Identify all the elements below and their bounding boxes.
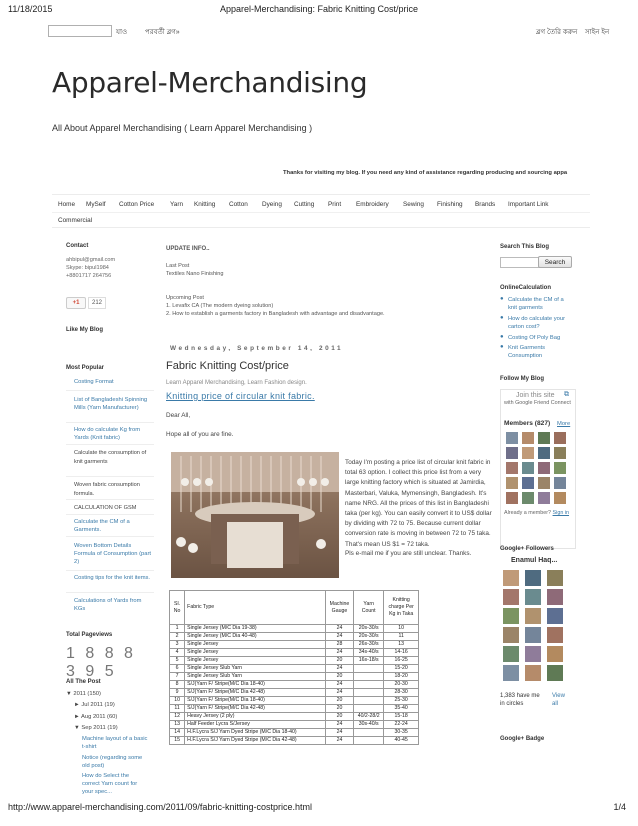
popular-item[interactable]: Costing Format bbox=[74, 379, 114, 385]
member-avatar[interactable] bbox=[506, 462, 518, 474]
popular-title: Most Popular bbox=[66, 365, 105, 371]
table-cell: 16-25 bbox=[384, 657, 419, 665]
archive-month-aug[interactable]: ► Aug 2011 (60) bbox=[74, 714, 118, 720]
table-header: Knitting charge Per Kg in Taka bbox=[384, 591, 419, 625]
post-paragraph: Today I'm posting a price list of circular knit fabric in total 63 option. I collect this price list from a very large knitting factory which is situated at Jamirdia, Masterbari, Valuka, Mymensingh, Bangladesh. It's name NRG. All the prices of this list in Bangladeshi taka (per kg). You can easily convert it to US$ dollar by dividing with 72 to 75. Because current dollar conversion rate is moving in between 72 to 75 taka. That's mean US $1 = 72 taka. bbox=[345, 459, 492, 548]
print-header bbox=[0, 0, 638, 22]
member-avatar[interactable] bbox=[538, 432, 550, 444]
gplus-follower-avatar[interactable] bbox=[525, 665, 541, 681]
bullet-icon: ● bbox=[500, 296, 504, 302]
table-cell: 20 bbox=[325, 697, 353, 705]
popular-item[interactable]: Calculations of Yards from KGs bbox=[74, 598, 142, 613]
post-greeting: Dear All, bbox=[166, 412, 191, 419]
popular-item[interactable]: Calculate the CM of a Garments. bbox=[74, 519, 130, 534]
table-cell: 24 bbox=[325, 729, 353, 737]
table-cell: 40-45 bbox=[384, 737, 419, 745]
member-sign-in-link[interactable]: Sign in bbox=[552, 510, 570, 516]
print-footer bbox=[0, 800, 638, 820]
circles-count: 1,383 have me in circles bbox=[500, 693, 540, 707]
search-button[interactable]: Search bbox=[538, 256, 572, 268]
table-cell bbox=[354, 689, 384, 697]
table-cell: 34s-40/s bbox=[354, 649, 384, 657]
member-avatar[interactable] bbox=[522, 432, 534, 444]
gplus-follower-avatar[interactable] bbox=[525, 608, 541, 624]
online-calc-title: OnlineCalculation bbox=[500, 285, 552, 291]
archive-post[interactable]: How do Select the correct Yarn count for your spec... bbox=[82, 773, 138, 796]
price-table bbox=[169, 590, 419, 745]
member-avatar[interactable] bbox=[506, 492, 518, 504]
table-cell: Heavy Jersey (2 ply) bbox=[185, 713, 326, 721]
online-calc-item[interactable]: Knit Garments Consumption bbox=[508, 345, 546, 360]
gplus-follower-avatar[interactable] bbox=[503, 589, 519, 605]
blog-title[interactable]: Apparel-Merchandising bbox=[52, 66, 368, 99]
table-cell: S/J(Yarn F/ Stripe(M/C Dia 42-48) bbox=[185, 705, 326, 713]
gplus-follower-avatar[interactable] bbox=[547, 570, 563, 586]
popular-item[interactable]: CALCULATION OF GSM bbox=[74, 505, 137, 511]
post-greeting-line: Hope all of you are fine. bbox=[166, 431, 234, 438]
menu-item-sewing[interactable]: Sewing bbox=[403, 201, 424, 208]
navbar-search-input[interactable] bbox=[48, 25, 112, 37]
table-cell: H.F.Lycra S/J Yarn Dyed Stripe (M/C Dia 42-48) bbox=[185, 737, 326, 745]
table-cell: 20s-30/s bbox=[354, 625, 384, 633]
popular-divider bbox=[66, 536, 154, 537]
table-cell: 13 bbox=[384, 641, 419, 649]
member-avatar[interactable] bbox=[554, 477, 566, 489]
menu-item-dyeing[interactable]: Dyeing bbox=[262, 201, 282, 208]
already-member-text: Already a member? bbox=[504, 510, 552, 516]
gplus-icon: +1 bbox=[72, 300, 80, 306]
popular-divider bbox=[66, 499, 154, 500]
popular-item[interactable]: List of Bangladeshi Spinning Mills (Yarn Manufacturer) bbox=[74, 397, 148, 412]
table-cell: 24 bbox=[325, 689, 353, 697]
gplus-follower-avatar[interactable] bbox=[503, 570, 519, 586]
menu-item-brands[interactable]: Brands bbox=[475, 201, 496, 208]
gplus-follower-avatar[interactable] bbox=[503, 665, 519, 681]
table-cell: 6 bbox=[170, 665, 185, 673]
contact-phone: +8801717 264756 bbox=[66, 273, 112, 279]
marquee-notice: Thanks for visiting my blog. If you need any kind of assistance regarding producing and sourcing appa bbox=[283, 170, 568, 176]
gplus-follower-avatar[interactable] bbox=[503, 608, 519, 624]
table-header: Sl. No bbox=[170, 591, 185, 625]
table-cell: 7 bbox=[170, 673, 185, 681]
bullet-icon: ● bbox=[500, 315, 504, 321]
navbar-go-button[interactable]: যাও bbox=[116, 29, 128, 36]
blog-description: All About Apparel Merchandising ( Learn Apparel Merchandising ) bbox=[52, 123, 313, 133]
table-cell: 28 bbox=[325, 641, 353, 649]
popular-divider bbox=[66, 570, 154, 571]
gplus-follower-avatar[interactable] bbox=[525, 589, 541, 605]
table-cell: 20 bbox=[325, 673, 353, 681]
print-page-number: 1/4 bbox=[613, 802, 626, 812]
table-row bbox=[170, 625, 419, 633]
bullet-icon: ● bbox=[500, 334, 504, 340]
table-row bbox=[170, 657, 419, 665]
table-row bbox=[170, 665, 419, 673]
pageviews-title: Total Pageviews bbox=[66, 632, 113, 638]
gplus-follower-name[interactable]: Enamul Haq... bbox=[511, 557, 558, 564]
google-plus-count: 212 bbox=[88, 297, 106, 309]
members-count: Members (827) bbox=[504, 420, 551, 427]
table-cell: Single Jersey Slub Yarn bbox=[185, 673, 326, 681]
archive-month-jul[interactable]: ► Jul 2011 (19) bbox=[74, 702, 115, 708]
open-window-icon: ⧉ bbox=[564, 391, 569, 398]
gplus-badge-title: Google+ Badge bbox=[500, 736, 545, 742]
gplus-follower-avatar[interactable] bbox=[503, 646, 519, 662]
table-row bbox=[170, 641, 419, 649]
table-row bbox=[170, 673, 419, 681]
create-blog-link[interactable]: ব্লগ তৈরি করুন bbox=[536, 29, 578, 36]
gplus-follower-avatar[interactable] bbox=[547, 608, 563, 624]
table-cell: 8 bbox=[170, 681, 185, 689]
table-cell bbox=[354, 681, 384, 689]
table-row bbox=[170, 649, 419, 657]
table-cell bbox=[354, 697, 384, 705]
archive-post[interactable]: Notice (regarding some old post) bbox=[82, 755, 143, 770]
table-cell: S/J(Yarn F/ Stripe(M/C Dia 18-40) bbox=[185, 681, 326, 689]
knitting-machine-photo bbox=[171, 452, 339, 578]
table-cell: 1 bbox=[170, 625, 185, 633]
last-post-value: Textiles Nano Finishing bbox=[166, 271, 224, 277]
table-cell: 18-20 bbox=[384, 673, 419, 681]
gplus-follower-avatar[interactable] bbox=[547, 646, 563, 662]
member-avatar[interactable] bbox=[538, 492, 550, 504]
popular-divider bbox=[66, 390, 154, 391]
blogger-navbar bbox=[0, 22, 638, 40]
price-table-body bbox=[170, 625, 419, 745]
table-cell: 2 bbox=[170, 633, 185, 641]
follow-title: Follow My Blog bbox=[500, 376, 544, 382]
table-cell: Single Jersey bbox=[185, 641, 326, 649]
table-cell: 30s-40/s bbox=[354, 721, 384, 729]
table-row bbox=[170, 713, 419, 721]
table-cell bbox=[354, 665, 384, 673]
table-cell: 20 bbox=[325, 713, 353, 721]
member-avatar[interactable] bbox=[554, 432, 566, 444]
member-avatar[interactable] bbox=[554, 492, 566, 504]
table-row bbox=[170, 689, 419, 697]
table-cell: 16s-18/s bbox=[354, 657, 384, 665]
table-cell: Single Jersey Slub Yarn bbox=[185, 665, 326, 673]
menu-item-home[interactable]: Home bbox=[58, 201, 76, 208]
member-avatar[interactable] bbox=[538, 477, 550, 489]
gplus-follower-avatar[interactable] bbox=[547, 665, 563, 681]
gplus-follower-avatar[interactable] bbox=[525, 627, 541, 643]
member-avatar[interactable] bbox=[538, 447, 550, 459]
member-avatar[interactable] bbox=[554, 447, 566, 459]
table-cell: H.F.Lycra S/J Yarn Dyed Stripe (M/C Dia 18-40) bbox=[185, 729, 326, 737]
gplus-follower-avatar[interactable] bbox=[525, 570, 541, 586]
post-labels: Learn Apparel Merchandising, Learn Fashion design. bbox=[166, 380, 307, 386]
table-cell: S/J(Yarn F/ Stripe(M/C Dia 42-48) bbox=[185, 689, 326, 697]
popular-divider bbox=[66, 444, 154, 445]
menu-item-important-link[interactable]: Important Link bbox=[508, 201, 549, 208]
member-avatar[interactable] bbox=[522, 477, 534, 489]
online-calc-item[interactable]: Calculate the CM of a knit garments bbox=[508, 297, 564, 312]
upcoming-item: 2. How to establish a garments factory in Bangladesh with advantage and disadvantage. bbox=[166, 311, 385, 317]
table-cell: 40/2-28/2 bbox=[354, 713, 384, 721]
table-cell: 20s-30/s bbox=[354, 633, 384, 641]
table-row bbox=[170, 737, 419, 745]
gplus-followers-title: Google+ Followers bbox=[500, 546, 554, 552]
table-cell: 10 bbox=[170, 697, 185, 705]
post-subtitle-link[interactable]: Knitting price of circular knit fabric. bbox=[166, 391, 315, 401]
archive-title: All The Post bbox=[66, 679, 101, 685]
next-blog-link[interactable]: পরবর্তী ব্লগ» bbox=[145, 29, 180, 36]
table-cell: 20-30 bbox=[384, 681, 419, 689]
member-avatar[interactable] bbox=[506, 447, 518, 459]
upcoming-item: 1. Levafix CA (The modern dyeing solution) bbox=[166, 303, 274, 309]
table-cell: S/J(Yarn F/ Stripe(M/C Dia 18-40) bbox=[185, 697, 326, 705]
member-avatar[interactable] bbox=[506, 477, 518, 489]
contact-email: ahbipul@gmail.com bbox=[66, 257, 116, 263]
table-cell: 24 bbox=[325, 625, 353, 633]
join-site-sub: with Google Friend Connect bbox=[504, 400, 571, 406]
online-calc-item[interactable]: How do calculate your carton cost? bbox=[508, 316, 566, 331]
popular-item[interactable]: Woven Bottom Details Formula of Consumption (part 2) bbox=[74, 543, 152, 566]
table-cell: Single Jersey bbox=[185, 649, 326, 657]
table-cell: 20 bbox=[325, 657, 353, 665]
archive-month-sep[interactable]: ▼ Sep 2011 (19) bbox=[74, 725, 118, 731]
table-cell bbox=[354, 705, 384, 713]
table-cell: 5 bbox=[170, 657, 185, 665]
menu-item-yarn[interactable]: Yarn bbox=[170, 201, 184, 208]
table-header: Yarn Count bbox=[354, 591, 384, 625]
menu-item-knitting[interactable]: Knitting bbox=[194, 201, 216, 208]
table-row bbox=[170, 729, 419, 737]
menu-item-cutting[interactable]: Cutting bbox=[294, 201, 315, 208]
print-date: 11/18/2015 bbox=[8, 4, 53, 14]
main-menu bbox=[52, 194, 590, 228]
members-more-link[interactable]: More bbox=[557, 421, 571, 427]
popular-divider bbox=[66, 422, 154, 423]
table-cell bbox=[354, 737, 384, 745]
print-title: Apparel-Merchandising: Fabric Knitting Cost/price bbox=[219, 4, 419, 14]
search-title: Search This Blog bbox=[500, 244, 550, 250]
last-post-label: Last Post bbox=[166, 263, 190, 269]
table-cell: 11 bbox=[384, 633, 419, 641]
view-all-link[interactable]: View all bbox=[552, 693, 565, 707]
like-title: Like My Blog bbox=[66, 327, 104, 333]
google-plus-one-button[interactable] bbox=[66, 297, 86, 309]
table-cell: 15-18 bbox=[384, 713, 419, 721]
upcoming-label: Upcoming Post bbox=[166, 295, 204, 301]
menu-item-cotton[interactable]: Cotton bbox=[229, 201, 248, 208]
table-cell: 15 bbox=[170, 737, 185, 745]
gplus-follower-avatar[interactable] bbox=[503, 627, 519, 643]
menu-item-cotton-price[interactable]: Cotton Price bbox=[119, 201, 155, 208]
post-date-header: Wednesday, September 14, 2011 bbox=[170, 345, 344, 352]
print-url: http://www.apparel-merchandising.com/2011/09/fabric-knitting-costprice.html bbox=[8, 802, 312, 812]
table-row bbox=[170, 681, 419, 689]
pageviews-counter: 1 8 8 8 3 9 5 bbox=[66, 645, 136, 680]
table-cell: Single Jersey (M/C Dia 19-38) bbox=[185, 625, 326, 633]
table-cell: 15-20 bbox=[384, 665, 419, 673]
table-cell: 14-16 bbox=[384, 649, 419, 657]
table-header: Machine Gauge bbox=[325, 591, 353, 625]
member-avatar[interactable] bbox=[522, 492, 534, 504]
member-avatar[interactable] bbox=[522, 462, 534, 474]
table-cell bbox=[354, 673, 384, 681]
post-title[interactable]: Fabric Knitting Cost/price bbox=[166, 360, 289, 372]
table-row bbox=[170, 633, 419, 641]
table-cell: 24 bbox=[325, 737, 353, 745]
popular-divider bbox=[66, 476, 154, 477]
menu-item-embroidery[interactable]: Embroidery bbox=[356, 201, 389, 208]
bullet-icon: ● bbox=[500, 344, 504, 350]
table-cell: 25-30 bbox=[384, 697, 419, 705]
update-info-title: UPDATE INFO.. bbox=[166, 246, 210, 252]
table-cell: 24 bbox=[325, 721, 353, 729]
table-cell: 24 bbox=[325, 665, 353, 673]
archive-year-2011[interactable]: ▼ 2011 (150) bbox=[66, 691, 101, 697]
table-cell: 35-40 bbox=[384, 705, 419, 713]
table-cell: 12 bbox=[170, 713, 185, 721]
table-cell: 4 bbox=[170, 649, 185, 657]
menu-item-finishing[interactable]: Finishing bbox=[437, 201, 463, 208]
table-cell: 24 bbox=[325, 681, 353, 689]
sign-in-link[interactable]: সাইন ইন bbox=[585, 29, 610, 36]
join-site-button[interactable]: Join this site bbox=[516, 392, 555, 399]
member-avatar[interactable] bbox=[538, 462, 550, 474]
machine-illustration bbox=[171, 452, 339, 578]
popular-item[interactable]: Costing tips for the knit items. bbox=[74, 575, 151, 581]
gplus-follower-avatar[interactable] bbox=[547, 627, 563, 643]
post-paragraph: Pls e-mail me if you are still unclear. Thanks. bbox=[345, 550, 472, 557]
table-cell: Single Jersey bbox=[185, 657, 326, 665]
menu-item-commercial[interactable]: Commercial bbox=[58, 217, 93, 224]
member-avatar[interactable] bbox=[554, 462, 566, 474]
table-cell: 30-35 bbox=[384, 729, 419, 737]
menu-divider bbox=[52, 212, 590, 213]
gplus-follower-avatar[interactable] bbox=[525, 646, 541, 662]
table-cell: 28-30 bbox=[384, 689, 419, 697]
gplus-follower-avatar[interactable] bbox=[547, 589, 563, 605]
table-header: Fabric Type bbox=[185, 591, 326, 625]
table-cell: 24 bbox=[325, 633, 353, 641]
member-avatar[interactable] bbox=[506, 432, 518, 444]
table-cell bbox=[354, 729, 384, 737]
table-row bbox=[170, 721, 419, 729]
table-cell: 9 bbox=[170, 689, 185, 697]
table-cell: 11 bbox=[170, 705, 185, 713]
table-cell: 10 bbox=[384, 625, 419, 633]
table-cell: 20 bbox=[325, 705, 353, 713]
online-calc-item[interactable]: Costing Of Poly Bag bbox=[508, 335, 561, 341]
table-cell: 26s-30/s bbox=[354, 641, 384, 649]
contact-title: Contact bbox=[66, 243, 89, 249]
table-cell: Single Jersey (M/C Dia 40-48) bbox=[185, 633, 326, 641]
popular-item[interactable]: Calculate the consumption of knit garments bbox=[74, 450, 147, 465]
contact-skype: Skype: bipul1984 bbox=[66, 265, 109, 271]
table-cell: 13 bbox=[170, 721, 185, 729]
menu-item-print[interactable]: Print bbox=[328, 201, 342, 208]
table-cell: 22-24 bbox=[384, 721, 419, 729]
popular-divider bbox=[66, 592, 154, 593]
popular-item[interactable]: How do calculate Kg from Yards (Knit fabric) bbox=[74, 427, 141, 442]
archive-post[interactable]: Machine layout of a basic t-shirt bbox=[82, 736, 148, 751]
member-avatar[interactable] bbox=[522, 447, 534, 459]
table-cell: 3 bbox=[170, 641, 185, 649]
table-cell: 14 bbox=[170, 729, 185, 737]
table-row bbox=[170, 705, 419, 713]
already-member bbox=[504, 510, 569, 517]
table-cell: Half Feeder Lycra S/Jersey bbox=[185, 721, 326, 729]
menu-item-myself[interactable]: MySelf bbox=[86, 201, 106, 208]
table-row bbox=[170, 697, 419, 705]
popular-divider bbox=[66, 514, 154, 515]
table-cell: 24 bbox=[325, 649, 353, 657]
popular-item[interactable]: Woven fabric consumption formula. bbox=[74, 482, 140, 497]
